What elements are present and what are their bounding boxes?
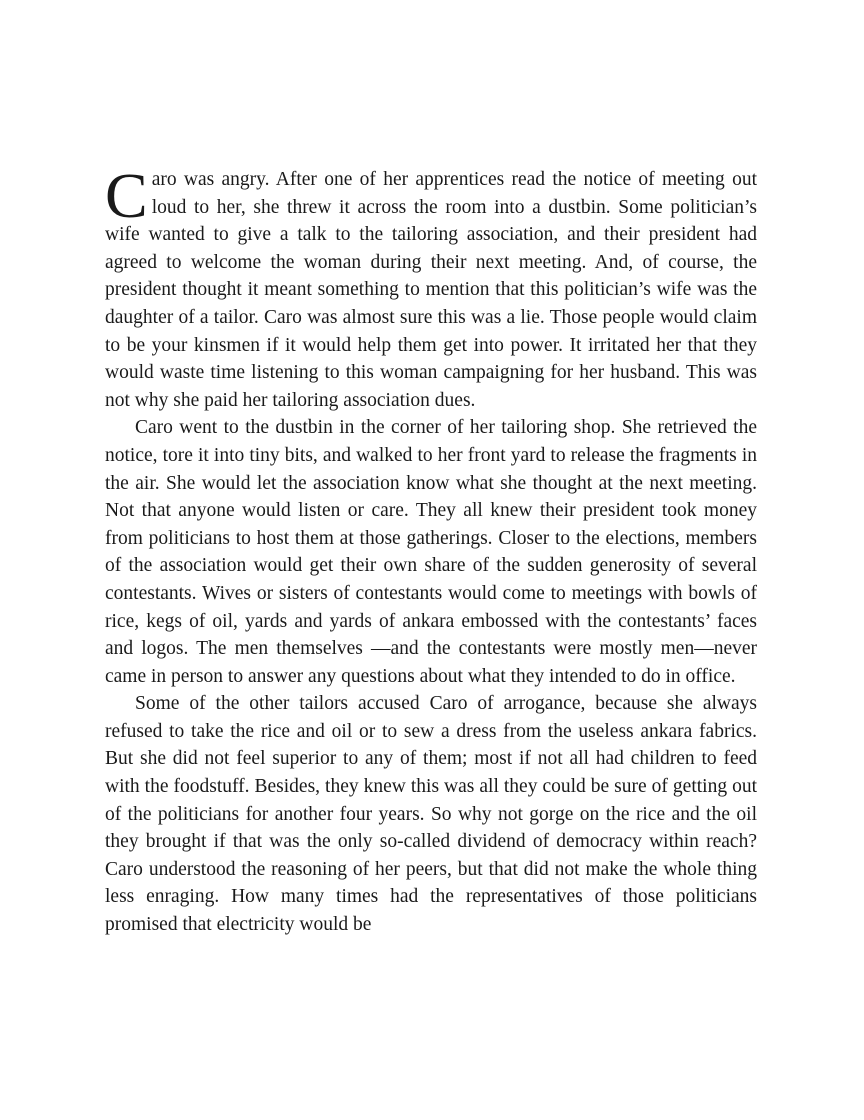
page-body (105, 160, 757, 939)
paragraph-2: Caro went to the dustbin in the corner of her tailoring shop. She retrieved the notice, tore it into tiny bits, and walked to her front yard to release the fragments in the air. She would let the association know what she thought at the next meeting. Not that anyone would listen or care. They all knew their president took money from politicians to host them at those gatherings. Closer to the elections, members of the association would get their own share of the sudden generosity of several contestants. Wives or sisters of contestants would come to meetings with bowls of rice, kegs of oil, yards and yards of ankara embossed with the contestants’ faces and logos. The men themselves —and the contestants were mostly men—never came in person to answer any questions about what they intended to do in office. (105, 417, 757, 687)
paragraph-1-text: aro was angry. After one of her apprentices read the notice of meeting out loud to her, she threw it across the room into a dustbin. Some politician’s wife wanted to give a talk to the tailoring association, and their president had agreed to welcome the woman during their next meeting. And, of course, the president thought it meant something to mention that this politician’s wife was the daughter of a tailor. Caro was almost sure this was a lie. Those people would claim to be your kinsmen if it would help them get into power. It irritated her that they would waste time listening to this woman campaigning for her husband. This was not why she paid her tailoring association dues. (105, 169, 757, 411)
paragraph-1 (105, 160, 757, 414)
drop-cap: C (105, 160, 148, 231)
paragraph-3: Some of the other tailors accused Caro of arrogance, because she always refused to take the rice and oil or to sew a dress from the useless ankara fabrics. But she did not feel superior to any of them; most if not all had children to feed with the foodstuff. Besides, they knew this was all they could be sure of getting out of the politicians for another four years. So why not gorge on the rice and the oil they brought if that was the only so-called dividend of democracy within reach? Caro understood the reasoning of her peers, but that did not make the whole thing less enraging. How many times had the representatives of those politicians promised that electricity would be (105, 693, 757, 936)
